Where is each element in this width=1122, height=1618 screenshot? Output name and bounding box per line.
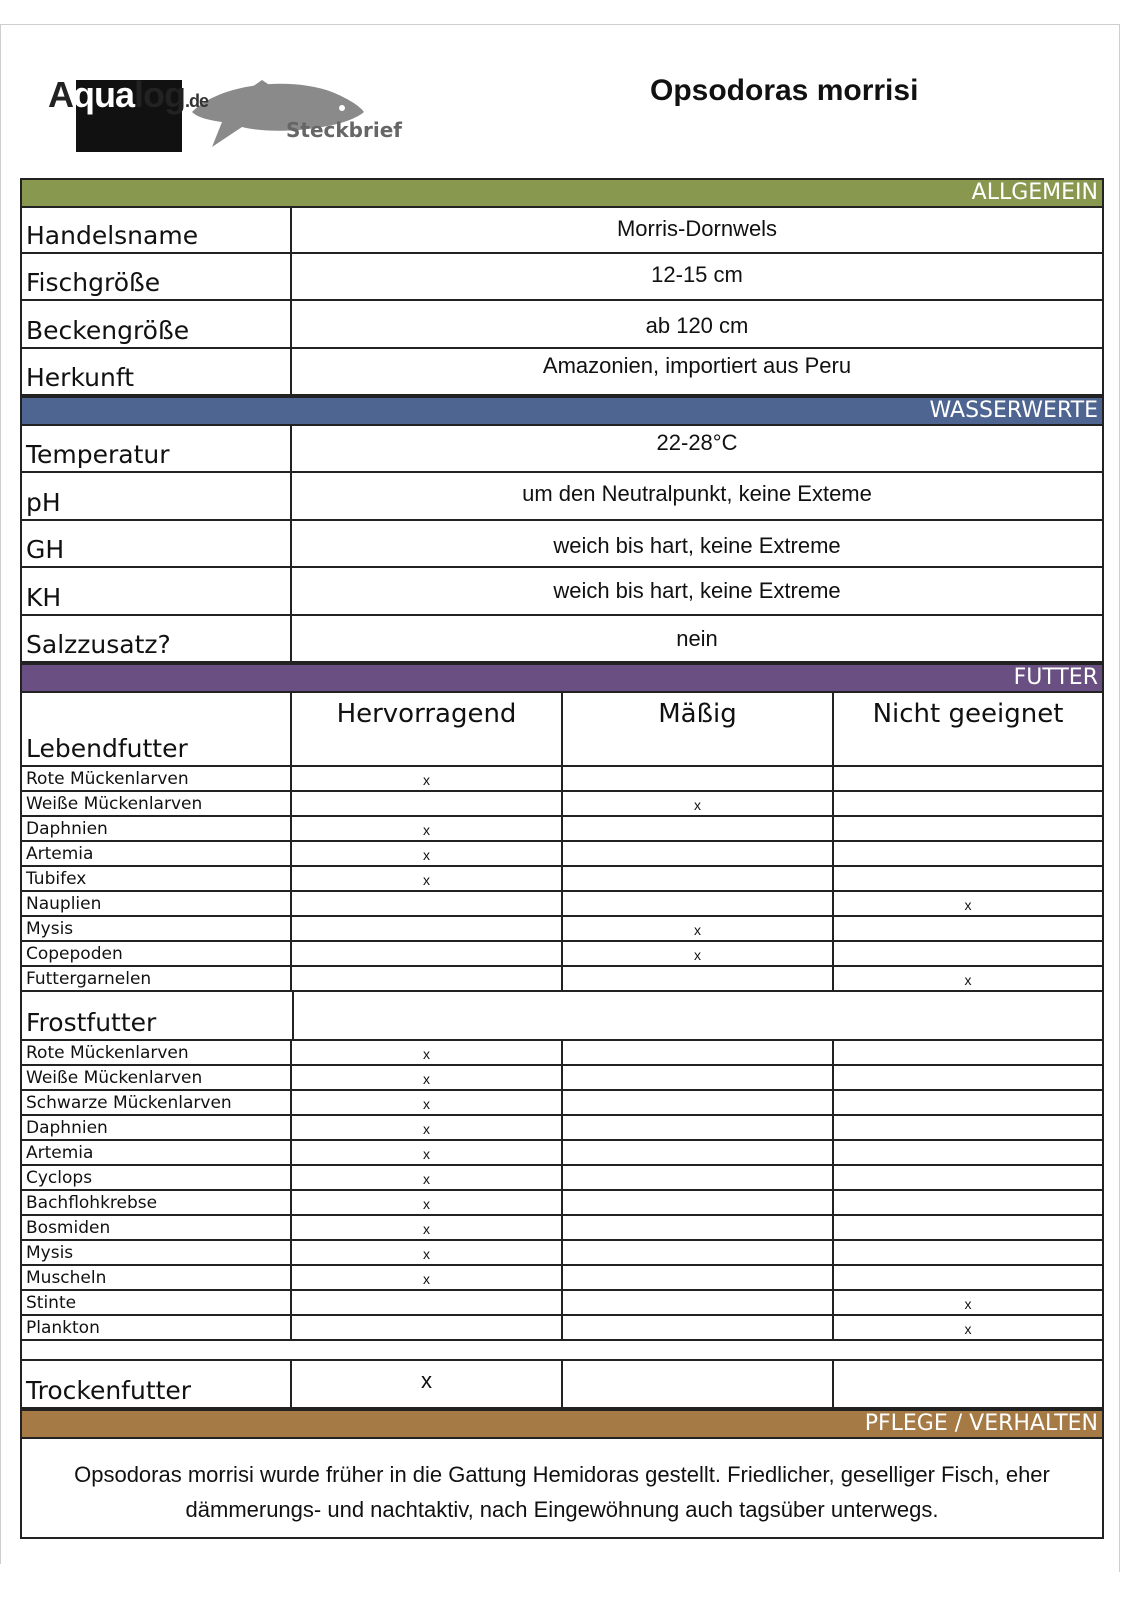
- page-right-edge: [1119, 24, 1120, 1572]
- mark-hervorragend: x: [292, 1041, 563, 1064]
- food-row: [20, 1191, 1104, 1216]
- trocken-mark-nicht-geeignet: [834, 1361, 1102, 1407]
- mark-hervorragend: x: [292, 1266, 563, 1289]
- food-name: Futtergarnelen: [22, 967, 292, 990]
- row-beckengroesse: [20, 301, 1104, 349]
- mark-hervorragend: x: [292, 1191, 563, 1214]
- food-row: [20, 1291, 1104, 1316]
- fact-sheet: [20, 178, 1104, 1539]
- food-name: Stinte: [22, 1291, 292, 1314]
- mark-nicht-geeignet: [834, 917, 1102, 940]
- mark-hervorragend: x: [292, 842, 563, 865]
- frostfutter-rows: [20, 1041, 1104, 1341]
- mark-nicht-geeignet: [834, 867, 1102, 890]
- mark-nicht-geeignet: [834, 792, 1102, 815]
- mark-hervorragend: [292, 917, 563, 940]
- row-value: ab 120 cm: [645, 313, 749, 338]
- mark-maessig: [563, 1116, 834, 1139]
- food-row: [20, 1166, 1104, 1191]
- row-value: 12-15 cm: [651, 262, 743, 287]
- mark-hervorragend: x: [292, 1141, 563, 1164]
- section-band-pflege: [20, 1409, 1104, 1439]
- trockenfutter-heading: Trockenfutter: [22, 1361, 292, 1407]
- mark-hervorragend: [292, 792, 563, 815]
- mark-nicht-geeignet: x: [964, 1296, 972, 1312]
- mark-nicht-geeignet: [834, 1091, 1102, 1114]
- section-band-futter: [20, 663, 1104, 693]
- row-handelsname: [20, 208, 1104, 254]
- mark-maessig: [563, 1316, 834, 1339]
- section-title-wasserwerte: WASSERWERTE: [929, 398, 1098, 423]
- mark-maessig: [563, 817, 834, 840]
- food-row: [20, 967, 1104, 992]
- mark-hervorragend: x: [292, 867, 563, 890]
- mark-maessig: [563, 1241, 834, 1264]
- column-nicht-geeignet: Nicht geeignet: [872, 699, 1064, 729]
- mark-hervorragend: x: [292, 1116, 563, 1139]
- food-name: Mysis: [22, 917, 292, 940]
- mark-maessig: [563, 1166, 834, 1189]
- mark-maessig: [563, 867, 834, 890]
- mark-nicht-geeignet: [834, 1066, 1102, 1089]
- food-name: Muscheln: [22, 1266, 292, 1289]
- mark-maessig: [563, 1041, 834, 1064]
- row-label: Handelsname: [22, 208, 292, 252]
- mark-maessig: x: [563, 917, 834, 940]
- trocken-mark-maessig: [563, 1361, 834, 1407]
- mark-maessig: [563, 1216, 834, 1239]
- mark-hervorragend: [292, 1316, 563, 1339]
- mark-maessig: [563, 1191, 834, 1214]
- food-name: Rote Mückenlarven: [22, 1041, 292, 1064]
- food-row: [20, 942, 1104, 967]
- spacer-row: [20, 1341, 1104, 1361]
- food-name: Rote Mückenlarven: [22, 767, 292, 790]
- row-value: um den Neutralpunkt, keine Exteme: [522, 481, 872, 506]
- mark-nicht-geeignet: x: [964, 1321, 972, 1337]
- mark-nicht-geeignet: [834, 1116, 1102, 1139]
- row-kh: [20, 568, 1104, 616]
- lebendfutter-heading: Lebendfutter: [22, 693, 292, 765]
- food-name: Artemia: [22, 1141, 292, 1164]
- food-name: Schwarze Mückenlarven: [22, 1091, 292, 1114]
- mark-hervorragend: [292, 892, 563, 915]
- section-title-allgemein: ALLGEMEIN: [971, 180, 1098, 205]
- row-label: Fischgröße: [22, 254, 292, 299]
- food-name: Daphnien: [22, 1116, 292, 1139]
- food-row: [20, 1116, 1104, 1141]
- row-value: 22-28°C: [656, 430, 738, 455]
- lebendfutter-rows: [20, 767, 1104, 992]
- food-name: Weiße Mückenlarven: [22, 792, 292, 815]
- mark-nicht-geeignet: [834, 942, 1102, 965]
- row-herkunft: [20, 349, 1104, 396]
- frostfutter-header-row: [20, 992, 1104, 1041]
- mark-maessig: [563, 1266, 834, 1289]
- food-name: Weiße Mückenlarven: [22, 1066, 292, 1089]
- mark-nicht-geeignet: [834, 1141, 1102, 1164]
- mark-maessig: [563, 892, 834, 915]
- column-maessig: Mäßig: [563, 693, 834, 765]
- column-hervorragend: Hervorragend: [292, 693, 563, 765]
- mark-maessig: [563, 767, 834, 790]
- row-value: Amazonien, importiert aus Peru: [542, 353, 852, 378]
- mark-nicht-geeignet: [834, 767, 1102, 790]
- mark-nicht-geeignet: [834, 1241, 1102, 1264]
- mark-hervorragend: x: [292, 1066, 563, 1089]
- mark-hervorragend: [292, 1291, 563, 1314]
- aqualog-logo[interactable]: [46, 50, 416, 160]
- frostfutter-heading: Frostfutter: [26, 1008, 157, 1037]
- row-label: Beckengröße: [22, 301, 292, 347]
- mark-hervorragend: [292, 967, 563, 990]
- mark-hervorragend: x: [292, 817, 563, 840]
- mark-maessig: [563, 1066, 834, 1089]
- mark-nicht-geeignet: [834, 1166, 1102, 1189]
- row-label: Salzzusatz?: [22, 616, 292, 661]
- mark-hervorragend: x: [292, 1091, 563, 1114]
- section-band-allgemein: [20, 178, 1104, 208]
- food-name: Bachflohkrebse: [22, 1191, 292, 1214]
- food-row: [20, 1141, 1104, 1166]
- section-title-futter: FUTTER: [1013, 665, 1098, 690]
- section-title-pflege: PFLEGE / VERHALTEN: [864, 1411, 1098, 1436]
- row-temperatur: [20, 426, 1104, 473]
- food-row: [20, 892, 1104, 917]
- mark-hervorragend: x: [292, 1216, 563, 1239]
- mark-hervorragend: x: [292, 1241, 563, 1264]
- logo-wordmark: Aqualog.de: [48, 74, 209, 115]
- row-fischgroesse: [20, 254, 1104, 301]
- species-title: Opsodoras morrisi: [650, 74, 919, 107]
- food-name: Copepoden: [22, 942, 292, 965]
- mark-maessig: x: [563, 942, 834, 965]
- food-name: Mysis: [22, 1241, 292, 1264]
- row-value: weich bis hart, keine Extreme: [553, 533, 841, 558]
- mark-nicht-geeignet: [834, 842, 1102, 865]
- mark-maessig: x: [563, 792, 834, 815]
- food-name: Artemia: [22, 842, 292, 865]
- mark-maessig: [563, 1091, 834, 1114]
- row-salzzusatz: [20, 616, 1104, 663]
- trocken-mark-hervorragend: x: [292, 1361, 563, 1407]
- food-row: [20, 792, 1104, 817]
- mark-nicht-geeignet: [834, 1041, 1102, 1064]
- section-band-wasserwerte: [20, 396, 1104, 426]
- mark-nicht-geeignet: [834, 1191, 1102, 1214]
- food-row: [20, 1316, 1104, 1341]
- row-label: GH: [22, 521, 292, 566]
- row-ph: [20, 473, 1104, 521]
- row-value: nein: [676, 626, 718, 651]
- food-row: [20, 1066, 1104, 1091]
- row-gh: [20, 521, 1104, 568]
- food-row: [20, 767, 1104, 792]
- row-trockenfutter: [20, 1361, 1104, 1409]
- food-name: Nauplien: [22, 892, 292, 915]
- food-row: [20, 817, 1104, 842]
- food-row: [20, 867, 1104, 892]
- mark-nicht-geeignet: x: [964, 897, 972, 913]
- food-row: [20, 1266, 1104, 1291]
- food-name: Plankton: [22, 1316, 292, 1339]
- food-row: [20, 1216, 1104, 1241]
- food-name: Bosmiden: [22, 1216, 292, 1239]
- food-row: [20, 1041, 1104, 1066]
- logo-subtitle: Steckbrief: [286, 118, 402, 142]
- row-value: weich bis hart, keine Extreme: [553, 578, 841, 603]
- page-header: [0, 0, 1120, 180]
- food-row: [20, 917, 1104, 942]
- food-row: [20, 1091, 1104, 1116]
- row-label: Herkunft: [22, 349, 292, 394]
- mark-maessig: [563, 967, 834, 990]
- pflege-text: Opsodoras morrisi wurde früher in die Gattung Hemidoras gestellt. Friedlicher, geselliger Fisch, eher dämmerungs- und nachtaktiv, nach Eingewöhnung auch tagsüber unterwegs.: [20, 1439, 1104, 1539]
- row-value: Morris-Dornwels: [616, 216, 778, 241]
- mark-hervorragend: [292, 942, 563, 965]
- futter-header-row: [20, 693, 1104, 767]
- mark-nicht-geeignet: [834, 1216, 1102, 1239]
- mark-hervorragend: x: [292, 1166, 563, 1189]
- mark-hervorragend: x: [292, 767, 563, 790]
- food-name: Daphnien: [22, 817, 292, 840]
- food-name: Cyclops: [22, 1166, 292, 1189]
- mark-nicht-geeignet: [834, 817, 1102, 840]
- mark-maessig: [563, 1291, 834, 1314]
- mark-maessig: [563, 1141, 834, 1164]
- food-row: [20, 842, 1104, 867]
- row-label: pH: [22, 473, 292, 519]
- food-name: Tubifex: [22, 867, 292, 890]
- mark-nicht-geeignet: x: [964, 972, 972, 988]
- row-label: Temperatur: [22, 426, 292, 471]
- food-row: [20, 1241, 1104, 1266]
- mark-maessig: [563, 842, 834, 865]
- mark-nicht-geeignet: [834, 1266, 1102, 1289]
- row-label: KH: [22, 568, 292, 614]
